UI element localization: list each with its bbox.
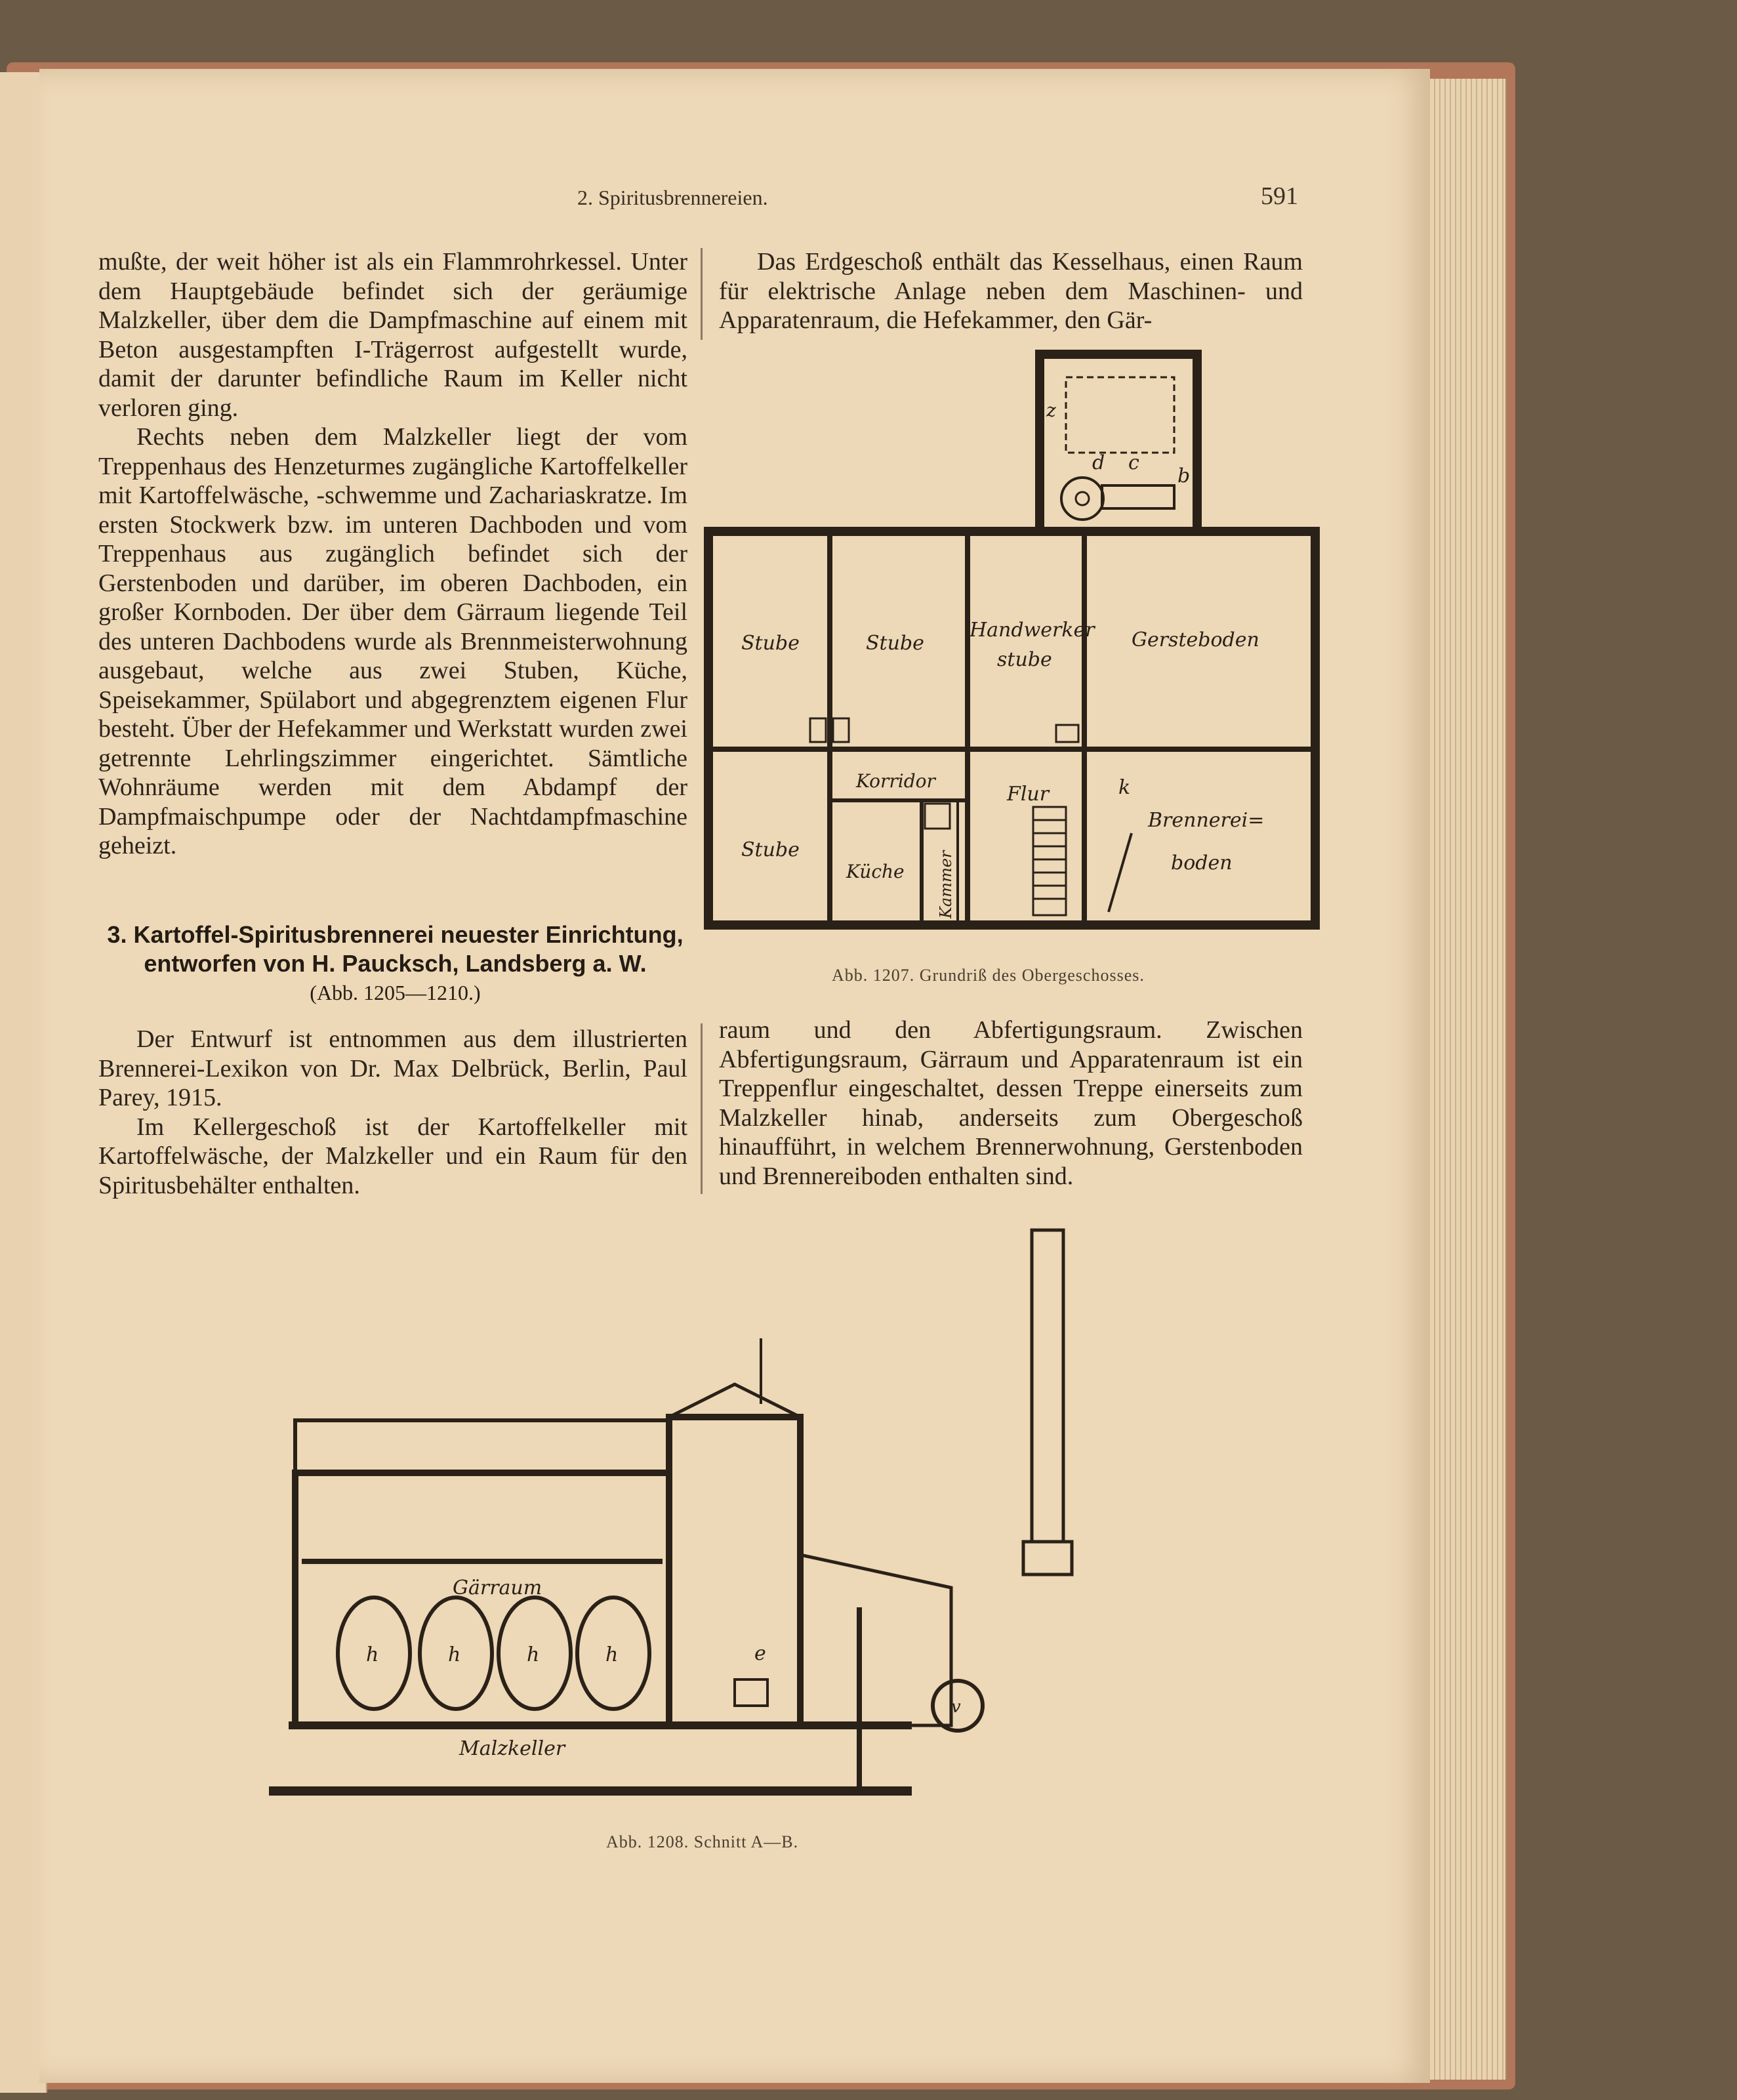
figure-caption: Abb. 1207. Grundriß des Obergeschosses.: [832, 966, 1145, 985]
floor-plan-figure: [699, 348, 1328, 938]
chimney-flue: [810, 718, 826, 742]
right-column-bottom: [719, 1016, 1303, 1191]
page-number: 591: [1261, 182, 1298, 210]
section-label: v: [951, 1697, 961, 1717]
paragraph: Der Entwurf ist entnommen aus dem illustrierten Brennerei-Lexikon von Dr. Max Delbrück, Berlin, Paul Parey, 1915.: [98, 1025, 687, 1111]
section-label: h: [366, 1643, 379, 1666]
section-label: h: [527, 1643, 540, 1666]
plan-label: k: [1118, 776, 1131, 799]
chimney-base: [1023, 1542, 1072, 1575]
section-label: Gärraum: [453, 1576, 542, 1599]
page-edges: [1430, 79, 1507, 2080]
right-column-top: [719, 247, 1303, 335]
section-label: h: [605, 1643, 619, 1666]
plan-label: boden: [1171, 852, 1233, 875]
plan-label: Stube: [741, 838, 800, 861]
paragraph: Das Erdgeschoß enthält das Kesselhaus, einen Raum für elektrische Anlage neben dem Maschinen- und Apparatenraum, die Hefekammer, den Gär-: [719, 248, 1303, 334]
column-divider: [701, 248, 703, 340]
tank-outline: [1066, 377, 1174, 453]
plan-label: d: [1092, 451, 1105, 474]
left-column-top: [98, 247, 687, 861]
chimney-flue: [833, 718, 849, 742]
plan-label: Stube: [741, 632, 800, 655]
plan-label: Gersteboden: [1132, 628, 1259, 651]
chimney-flue: [1056, 725, 1078, 742]
heading-reference: (Abb. 1205—1210.): [310, 981, 481, 1004]
heading-line: entworfen von H. Paucksch, Landsberg a. W.: [144, 950, 647, 977]
section-figure: [269, 1220, 1135, 1824]
left-column-bottom: [98, 1025, 687, 1200]
plan-label: Stube: [866, 632, 924, 655]
chute-line: [1109, 833, 1132, 912]
chimney: [1032, 1230, 1063, 1542]
paragraph: Rechts neben dem Malzkeller liegt der vom Treppenhaus des Henzeturmes zugängliche Kartoffelkeller mit Kartoffelwäsche, -schwemme und Zachariaskratze. Im ersten Stockwerk bzw. im unteren Dachboden und vom Treppenhaus aus zugänglich befindet sich der Gerstenboden und darüber, im oberen Dachboden, ein großer Kornboden. Der über dem Gärraum liegende Teil des unteren Dachbodens wurde als Brennmeisterwohnung ausgebaut, welche aus zwei Stuben, Küche, Speisekammer, Spülabort und abgegrenztem eigenen Flur besteht. Über der Hefekammer und Werkstatt wurden zwei getrennte Lehrlingszimmer eingerichtet. Sämtliche Wohnräume werden mit dem Abdampf der Dampfmaischpumpe oder der Nachtdampfmaschine geheizt.: [98, 423, 687, 859]
section-label: h: [448, 1643, 461, 1666]
section-label: Malzkeller: [459, 1737, 565, 1760]
paragraph: mußte, der weit höher ist als ein Flammrohrkessel. Unter dem Hauptgebäude befindet sich der geräumige Malzkeller, über dem die Dampfmaschine auf einem mit Beton ausgestampften I-Trägerrost aufgestellt wurde, damit der darunter befindliche Raum im Keller nicht verloren ging.: [98, 248, 687, 422]
staircase: [1033, 807, 1066, 915]
heading-line: 3. Kartoffel-Spiritusbrennerei neuester Einrichtung,: [107, 921, 684, 948]
plan-label: Brennerei=: [1148, 809, 1265, 832]
flywheel-icon: [1061, 478, 1103, 520]
plan-label: c: [1128, 451, 1139, 474]
pump: [735, 1679, 767, 1706]
plan-label: z: [1046, 400, 1056, 421]
plan-label: Kammer: [937, 850, 955, 918]
running-header: 2. Spiritusbrennereien.: [577, 186, 768, 209]
plan-label: Flur: [1007, 783, 1050, 806]
section-heading: [98, 920, 692, 1007]
roof: [669, 1384, 800, 1417]
paragraph: Im Kellergeschoß ist der Kartoffelkeller mit Kartoffelwäsche, der Malzkeller und ein Raum für den Spiritusbehälter enthalten.: [98, 1113, 687, 1199]
paragraph: raum und den Abfertigungsraum. Zwischen Abfertigungsraum, Gärraum und Apparatenraum ist ein Treppenflur eingeschaltet, dessen Treppe einerseits zum Malzkeller hinab, anderseits zum Obergeschoß hinaufführt, in welchem Brennerwohnung, Gerstenboden und Brennereiboden enthalten sind.: [719, 1016, 1303, 1190]
plan-label: Korridor: [856, 770, 935, 792]
column-divider: [701, 1023, 703, 1194]
roof-truss: [295, 1420, 669, 1473]
boiler-house: [800, 1555, 951, 1725]
plan-label: Küche: [846, 861, 905, 882]
section-label: e: [754, 1642, 766, 1665]
figure-caption: Abb. 1208. Schnitt A—B.: [606, 1832, 799, 1851]
plan-label: b: [1177, 464, 1191, 487]
chimney-flue: [925, 804, 950, 829]
plan-label: stube: [997, 648, 1052, 671]
flywheel-hub-icon: [1076, 492, 1089, 505]
plan-label: Handwerker: [970, 619, 1095, 642]
engine-block: [1102, 485, 1174, 508]
